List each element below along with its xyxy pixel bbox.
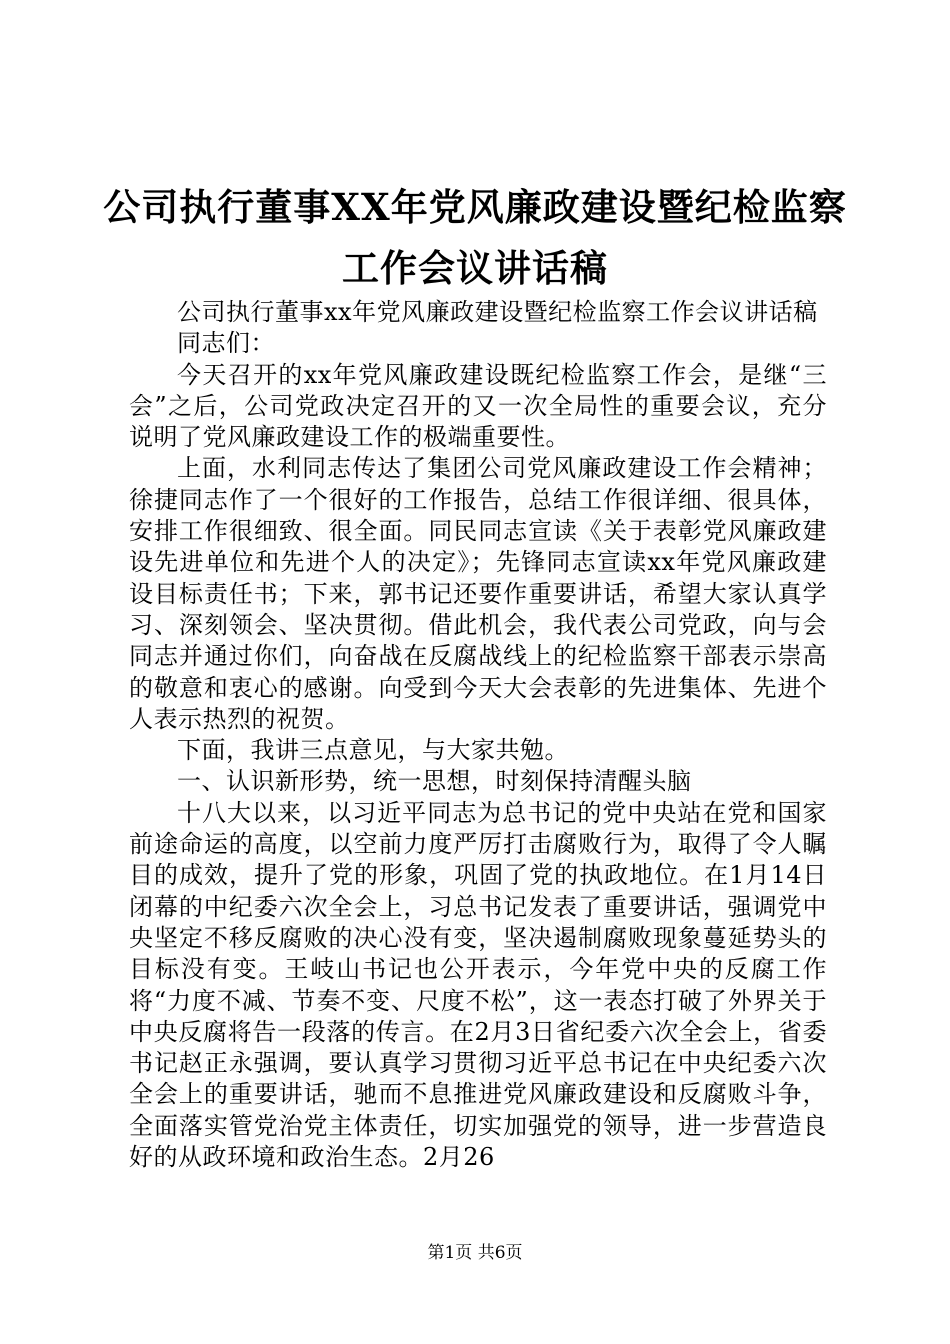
paragraph-heading-repeat: 公司执行董事xx年党风廉政建设暨纪检监察工作会议讲话稿 [177, 298, 818, 326]
paragraph-intro: 今天召开的xx年党风廉政建设既纪检监察工作会，是继“三会”之后，公司党政决定召开的又一次全局性的重要会议，充分说明了党风廉政建设工作的极端重要性。 [129, 360, 827, 452]
paragraph-outline: 下面，我讲三点意见，与大家共勉。 [177, 736, 569, 765]
page-footer: 第1页 共6页 [427, 1243, 523, 1263]
document-body [129, 297, 827, 1173]
document-title-line-2: 工作会议讲话稿 [342, 246, 608, 290]
paragraph-salutation: 同志们： [177, 329, 275, 358]
paragraph-review: 上面，水利同志传达了集团公司党风廉政建设工作会精神；徐捷同志作了一个很好的工作报告，总结工作很详细、很具体，安排工作很细致、很全面。同民同志宣读《关于表彰党风廉政建设先进单位和先进个人的决定》；先锋同志宣读xx年党风廉政建设目标责任书；下来，郭书记还要作重要讲话，希望大家认真学习、深刻领会、坚决贯彻。借此机会，我代表公司党政，向与会同志并通过你们，向奋战在反腐战线上的纪检监察干部表示崇高的敬意和衷心的感谢。向受到今天大会表彰的先进集体、先进个人表示热烈的祝贺。 [129, 454, 827, 733]
paragraph-section-1: 十八大以来，以习近平同志为总书记的党中央站在党和国家前途命运的高度，以空前力度严厉打击腐败行为，取得了令人瞩目的成效，提升了党的形象，巩固了党的执政地位。在1月14日闭幕的中纪委六次全会上，习总书记发表了重要讲话，强调党中央坚定不移反腐败的决心没有变，坚决遏制腐败现象蔓延势头的目标没有变。王岐山书记也公开表示，今年党中央的反腐工作将“力度不减、节奏不变、尺度不松”，这一表态打破了外界关于中央反腐将告一段落的传言。在2月3日省纪委六次全会上，省委书记赵正永强调，要认真学习贯彻习近平总书记在中央纪委六次全会上的重要讲话，驰而不息推进党风廉政建设和反腐败斗争，全面落实管党治党主体责任，切实加强党的领导，进一步营造良好的从政环境和政治生态。2月26 [129, 798, 827, 1172]
section-heading-1: 一、认识新形势，统一思想，时刻保持清醒头脑 [177, 767, 692, 796]
document-title-line-1: 公司执行董事XX年党风廉政建设暨纪检监察 [103, 185, 847, 229]
